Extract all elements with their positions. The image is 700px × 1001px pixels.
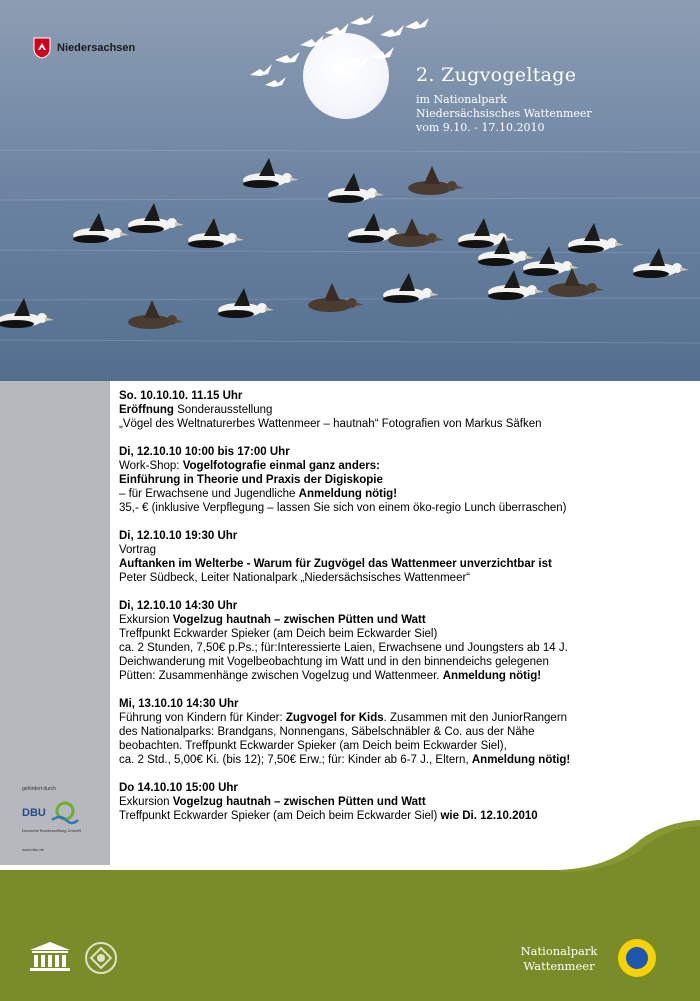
unesco-logo-icon bbox=[28, 940, 72, 974]
event-text: Vortrag bbox=[119, 544, 157, 556]
event-description-line bbox=[119, 711, 694, 725]
event-description-line bbox=[119, 557, 694, 571]
event-item bbox=[119, 389, 694, 431]
event-text: . Zusammen mit den JuniorRangern bbox=[383, 712, 568, 724]
event-highlight-text: Vogelzug hautnah – zwischen Pütten und Watt bbox=[172, 796, 426, 808]
event-text: – für Erwachsene und Jugendliche bbox=[119, 488, 299, 500]
event-text: Führung von Kindern für Kinder: bbox=[119, 712, 286, 724]
event-text: Exkursion bbox=[119, 796, 173, 808]
event-title-block bbox=[416, 64, 592, 135]
nationalpark-wordmark bbox=[514, 944, 604, 974]
dbu-url[interactable]: www.dbu.de bbox=[22, 847, 44, 852]
event-date: So. 10.10.10. 11.15 Uhr bbox=[119, 390, 243, 402]
event-description-line bbox=[119, 459, 694, 473]
world-heritage-emblem-icon bbox=[84, 941, 118, 975]
event-text: Sonderausstellung bbox=[173, 404, 273, 416]
funded-by-label: gefördert durch bbox=[22, 786, 56, 792]
dbu-sponsor-block bbox=[22, 786, 102, 852]
event-subtitle-line-2: Niedersächsisches Wattenmeer bbox=[416, 107, 592, 120]
event-highlight-text: Anmeldung nötig! bbox=[471, 754, 571, 766]
event-text: Pütten: Zusammenhänge zwischen Vogelzug und Wattenmeer. bbox=[119, 670, 443, 682]
event-description-line bbox=[119, 487, 694, 501]
event-description-line bbox=[119, 655, 694, 669]
event-description-line bbox=[119, 501, 694, 515]
event-description-line bbox=[119, 753, 694, 767]
event-highlight-text: wie Di. 12.10.2010 bbox=[440, 810, 538, 822]
dbu-label: DBU bbox=[22, 807, 46, 819]
event-date: Do 14.10.10 15:00 Uhr bbox=[119, 782, 238, 794]
nationalpark-logo-icon bbox=[617, 938, 657, 978]
event-description-line bbox=[119, 809, 694, 823]
event-text: Treffpunkt Eckwarder Spieker (am Deich beim Eckwarder Siel) bbox=[119, 628, 438, 640]
event-description-line bbox=[119, 571, 694, 585]
niedersachsen-label: Niedersachsen bbox=[57, 42, 136, 54]
event-subtitle-line-3: vom 9.10. - 17.10.2010 bbox=[416, 121, 545, 134]
event-item bbox=[119, 697, 694, 767]
event-subtitle-line-1: im Nationalpark bbox=[416, 93, 507, 106]
event-text: Work-Shop: bbox=[119, 460, 183, 472]
event-description-line bbox=[119, 403, 694, 417]
event-text: ca. 2 Std., 5,00€ Ki. (bis 12); 7,50€ Erw.; für: Kinder ab 6-7 J., Eltern, bbox=[119, 754, 472, 766]
dbu-logo-icon bbox=[50, 800, 80, 826]
event-highlight-text: Einführung in Theorie und Praxis der Digiskopie bbox=[119, 474, 383, 486]
nationalpark-line-2: Wattenmeer bbox=[523, 959, 595, 973]
niedersachsen-logo bbox=[33, 37, 135, 59]
event-highlight-text: Zugvogel for Kids bbox=[285, 712, 384, 724]
event-highlight-text: Anmeldung nötig! bbox=[442, 670, 542, 682]
event-date: Di, 12.10.10 19:30 Uhr bbox=[119, 530, 238, 542]
event-highlight-text: Anmeldung nötig! bbox=[298, 488, 398, 500]
event-highlight-text: Eröffnung bbox=[119, 404, 174, 416]
hero-photo bbox=[0, 0, 700, 381]
event-title: 2. Zugvogeltage bbox=[416, 64, 577, 86]
event-date: Mi, 13.10.10 14:30 Uhr bbox=[119, 698, 239, 710]
event-text: Treffpunkt Eckwarder Spieker (am Deich beim Eckwarder Siel) bbox=[119, 810, 441, 822]
event-description-line bbox=[119, 473, 694, 487]
event-list bbox=[119, 389, 694, 837]
event-description-line bbox=[119, 417, 694, 431]
event-description-line bbox=[119, 627, 694, 641]
event-item bbox=[119, 445, 694, 515]
event-description-line bbox=[119, 641, 694, 655]
event-text: Peter Südbeck, Leiter Nationalpark „Niedersächsisches Wattenmeer“ bbox=[119, 572, 471, 584]
event-description-line bbox=[119, 669, 694, 683]
event-description-line bbox=[119, 543, 694, 557]
event-text: „Vögel des Weltnaturerbes Wattenmeer – hautnah“ Fotografien von Markus Säfken bbox=[119, 418, 542, 430]
event-item bbox=[119, 781, 694, 823]
bird-silhouettes-icon bbox=[245, 15, 440, 95]
event-text: 35,- € (inklusive Verpflegung – lassen Sie sich von einem öko-regio Lunch überraschen) bbox=[119, 502, 567, 514]
event-description-line bbox=[119, 739, 694, 753]
event-highlight-text: Vogelzug hautnah – zwischen Pütten und Watt bbox=[172, 614, 426, 626]
event-item bbox=[119, 529, 694, 585]
event-text: beobachten. Treffpunkt Eckwarder Spieker (am Deich beim Eckwarder Siel), bbox=[119, 740, 507, 752]
event-text: ca. 2 Stunden, 7,50€ p.Ps.; für:Interessierte Laien, Erwachsene und Joungsters ab 14 J. bbox=[119, 642, 568, 654]
nationalpark-line-1: Nationalpark bbox=[520, 944, 598, 958]
event-date: Di, 12.10.10 10:00 bis 17:00 Uhr bbox=[119, 446, 290, 458]
event-item bbox=[119, 599, 694, 683]
event-text: Deichwanderung mit Vogelbeobachtung im Watt und in den binnendeichs gelegenen bbox=[119, 656, 549, 668]
niedersachsen-shield-icon bbox=[33, 37, 51, 59]
event-date: Di, 12.10.10 14:30 Uhr bbox=[119, 600, 238, 612]
event-text: Exkursion bbox=[119, 614, 173, 626]
event-text: des Nationalparks: Brandgans, Nonnengans, Säbelschnäbler & Co. aus der Nähe bbox=[119, 726, 535, 738]
event-highlight-text: Auftanken im Welterbe - Warum für Zugvögel das Wattenmeer unverzichtbar ist bbox=[119, 558, 552, 570]
event-description-line bbox=[119, 613, 694, 627]
dbu-caption: Deutsche Bundesstiftung Umwelt bbox=[22, 828, 81, 833]
event-highlight-text: Vogelfotografie einmal ganz anders: bbox=[182, 460, 380, 472]
event-description-line bbox=[119, 795, 694, 809]
event-description-line bbox=[119, 725, 694, 739]
